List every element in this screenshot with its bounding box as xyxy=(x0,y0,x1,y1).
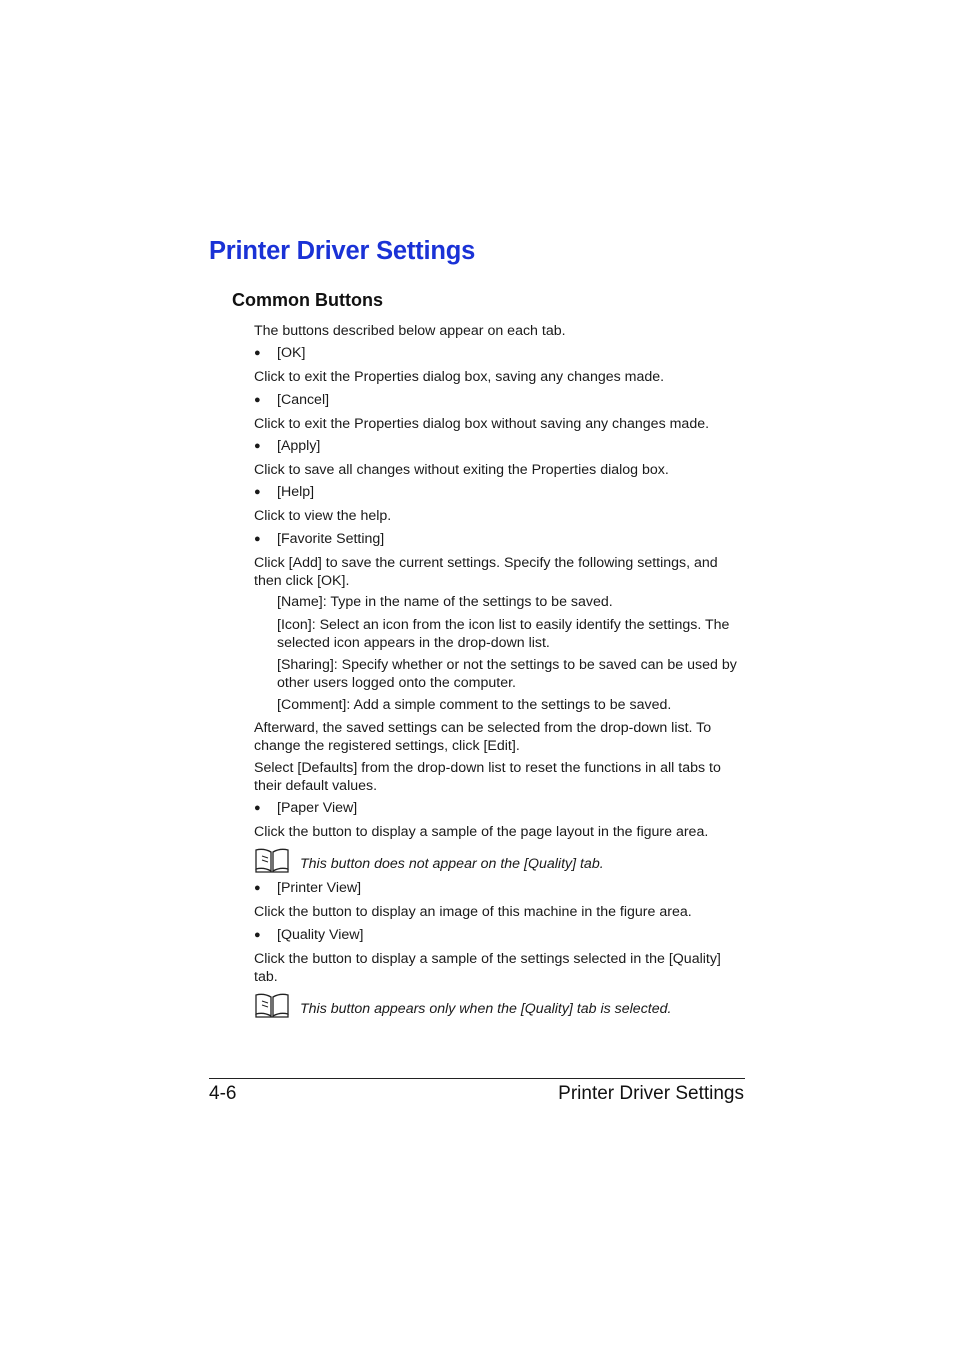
item-label: [Help] xyxy=(277,484,315,500)
note-paper-view xyxy=(254,848,754,874)
item-label: [Cancel] xyxy=(277,392,330,408)
bullet-icon: ● xyxy=(254,440,261,452)
book-note-icon xyxy=(254,993,290,1019)
item-description: Click the button to display a sample of the settings selected in the [Quality] tab. xyxy=(254,951,721,985)
bullet-icon: ● xyxy=(254,533,261,545)
item-label: [OK] xyxy=(277,345,306,361)
note-text: This button appears only when the [Quality] tab is selected. xyxy=(300,1001,672,1017)
note-text: This button does not appear on the [Quality] tab. xyxy=(300,856,604,872)
bullet-icon: ● xyxy=(254,486,261,498)
bullet-icon: ● xyxy=(254,802,261,814)
favorite-defaults-text: Select [Defaults] from the drop-down list to reset the functions in all tabs to their default values. xyxy=(254,760,721,794)
favorite-after-text: Afterward, the saved settings can be selected from the drop-down list. To change the registered settings, click [Edit]. xyxy=(254,720,712,754)
item-label: [Paper View] xyxy=(277,800,358,816)
bullet-icon: ● xyxy=(254,882,261,894)
section-heading: Common Buttons xyxy=(232,290,383,310)
bullet-icon: ● xyxy=(254,394,261,406)
item-description: Click the button to display a sample of the page layout in the figure area. xyxy=(254,824,709,840)
favorite-sub-comment: [Comment]: Add a simple comment to the settings to be saved. xyxy=(277,697,672,713)
favorite-sub-name: [Name]: Type in the name of the settings to be saved. xyxy=(277,594,613,610)
book-note-icon xyxy=(254,848,290,874)
page-title: Printer Driver Settings xyxy=(209,237,476,265)
item-label: [Favorite Setting] xyxy=(277,531,385,547)
page-number: 4-6 xyxy=(209,1083,237,1104)
item-description: Click [Add] to save the current settings. Specify the following settings, and then click [OK]. xyxy=(254,555,718,589)
item-description: Click to view the help. xyxy=(254,508,392,524)
note-quality-view xyxy=(254,993,754,1019)
item-description: Click to save all changes without exiting the Properties dialog box. xyxy=(254,462,669,478)
item-description: Click to exit the Properties dialog box without saving any changes made. xyxy=(254,416,710,432)
item-description: Click to exit the Properties dialog box, saving any changes made. xyxy=(254,369,665,385)
item-label: [Quality View] xyxy=(277,927,364,943)
item-description: Click the button to display an image of this machine in the figure area. xyxy=(254,904,692,920)
favorite-sub-icon: [Icon]: Select an icon from the icon list to easily identify the settings. The selected icon appears in the drop-down list. xyxy=(277,617,730,651)
footer-divider xyxy=(209,1078,745,1079)
bullet-icon: ● xyxy=(254,347,261,359)
item-label: [Printer View] xyxy=(277,880,362,896)
footer-chapter-title: Printer Driver Settings xyxy=(558,1083,744,1104)
item-label: [Apply] xyxy=(277,438,321,454)
bullet-icon: ● xyxy=(254,929,261,941)
intro-text: The buttons described below appear on each tab. xyxy=(254,323,566,339)
favorite-sub-sharing: [Sharing]: Specify whether or not the settings to be saved can be used by other users logged onto the computer. xyxy=(277,657,737,691)
